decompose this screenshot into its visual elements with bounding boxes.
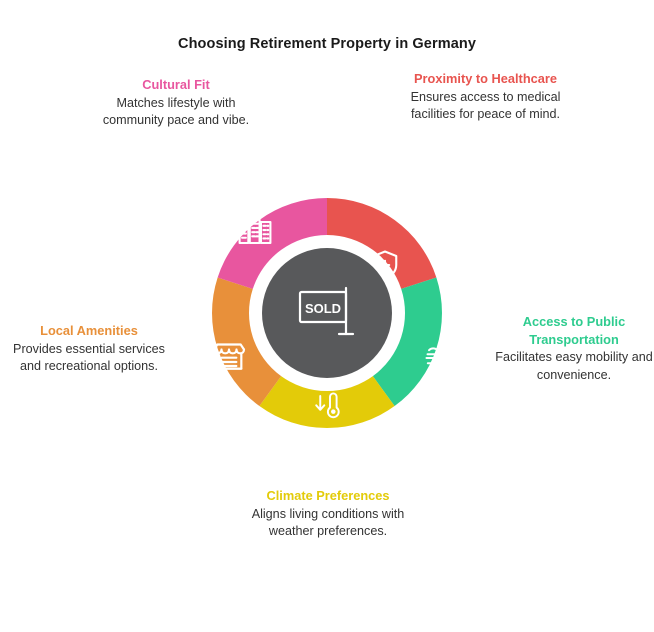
label-cultural-title: Cultural Fit: [142, 77, 210, 92]
label-climate-desc: Aligns living conditions with weather preferences.: [251, 506, 405, 538]
page-title: Choosing Retirement Property in Germany: [178, 36, 476, 52]
hub-circle: [262, 248, 392, 378]
thermometer-temperature-icon: [305, 383, 349, 427]
label-amenities: [5, 322, 173, 376]
donut-chart: [177, 163, 477, 463]
label-transport-title: Access to Public Transportation: [522, 314, 626, 347]
storefront-icon: [207, 335, 251, 379]
label-climate-title: Climate Preferences: [266, 488, 390, 503]
label-amenities-desc: Provides essential services and recreational options.: [13, 341, 165, 373]
label-cultural-desc: Matches lifestyle with community pace and vibe.: [102, 95, 250, 127]
label-healthcare-desc: Ensures access to medical facilities for peace of mind.: [410, 89, 561, 121]
label-amenities-title: Local Amenities: [40, 323, 138, 338]
hub-label: SOLD: [304, 301, 342, 316]
label-climate: [248, 487, 408, 541]
label-transport: [495, 313, 653, 384]
label-cultural: [92, 76, 260, 130]
city-buildings-icon: [233, 207, 277, 251]
label-healthcare: [398, 70, 573, 124]
bus-transport-icon: [419, 336, 463, 380]
label-healthcare-title: Proximity to Healthcare: [414, 71, 557, 86]
label-transport-desc: Facilitates easy mobility and convenience.: [495, 350, 653, 382]
sold-sign-icon: [290, 276, 364, 350]
